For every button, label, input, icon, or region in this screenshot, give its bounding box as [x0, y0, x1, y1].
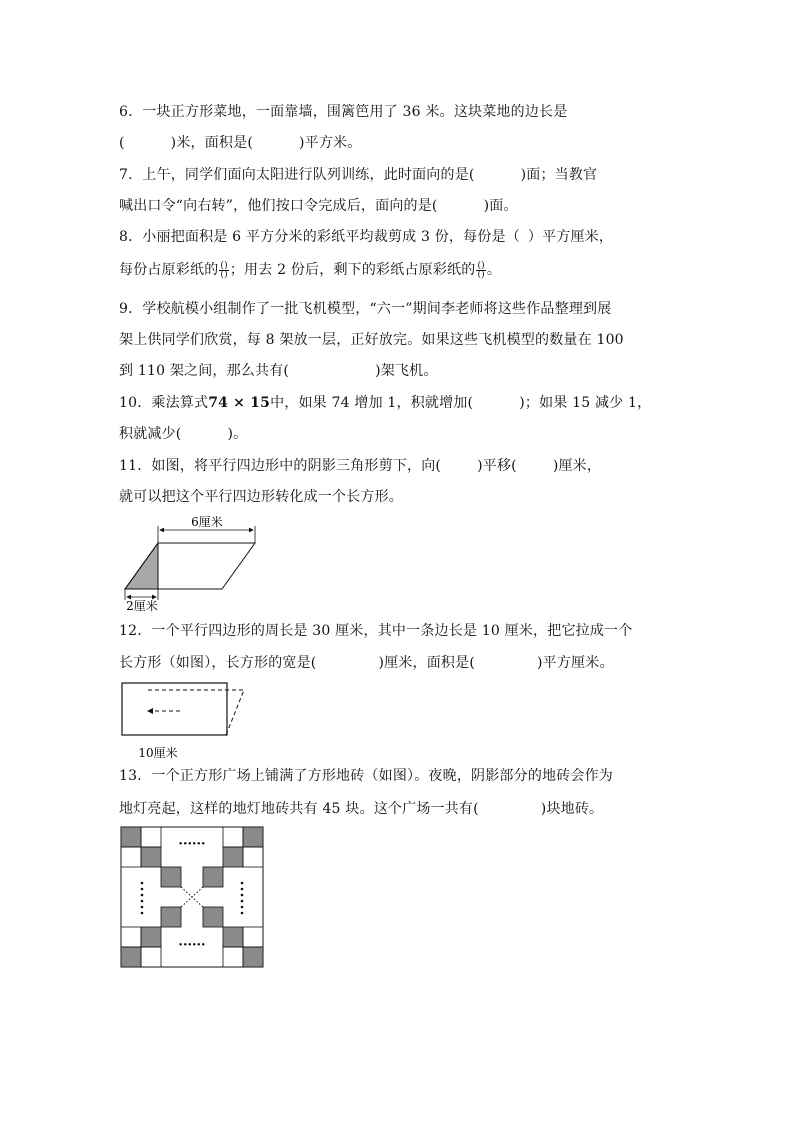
- q7-line1: 7．上午，同学们面向太阳进行队列训练，此时面向的是( )面；当教官: [119, 167, 598, 183]
- q12-line1: 12．一个平行四边形的周长是 30 厘米，其中一条边长是 10 厘米，把它拉成一个: [119, 623, 633, 639]
- q10-expression: 74 × 15: [208, 395, 271, 411]
- q13-square-plaza-figure: [118, 825, 268, 971]
- q13-shaded-tile: [121, 947, 141, 967]
- q13-shaded-tile: [141, 927, 161, 947]
- q12-bottom-label: 10厘米: [138, 746, 178, 760]
- q12-line2: 长方形（如图），长方形的宽是( )厘米，面积是( )平方厘米。: [119, 655, 614, 671]
- q7-line2: 喊出口令“向右转”，他们按口令完成后，面向的是( )面。: [119, 198, 518, 214]
- q6-line1: 6．一块正方形菜地，一面靠墙，围篱笆用了 36 米。这块菜地的边长是: [119, 104, 568, 120]
- q11-line1: 11．如图，将平行四边形中的阴影三角形剪下，向( )平移( )厘米，: [119, 458, 602, 474]
- q12-rectangle-figure: [118, 678, 248, 762]
- q13-shaded-tile: [161, 907, 181, 927]
- q9-line2: 架上供同学们欣赏，每 8 架放一层，正好放完。如果这些飞机模型的数量在 100: [119, 332, 624, 348]
- q8-fraction-blank-2[interactable]: $\frac{()}{()}$: [477, 260, 485, 280]
- q13-shaded-tile: [223, 847, 243, 867]
- q13-shaded-tile: [161, 867, 181, 887]
- q10-line1: 10．乘法算式74 × 15中，如果 74 增加 1，积就增加( )；如果 15 减少 1，: [119, 395, 652, 411]
- q13-shaded-tile: [121, 827, 141, 847]
- q9-line3: 到 110 架之间，那么共有( )架飞机。: [119, 363, 438, 379]
- q13-shaded-tile: [243, 947, 263, 967]
- q13-shaded-tile: [141, 847, 161, 867]
- q11-line2: 就可以把这个平行四边形转化成一个长方形。: [119, 489, 403, 505]
- q13-line1: 13．一个正方形广场上铺满了方形地砖（如图）。夜晚，阴影部分的地砖会作为: [119, 768, 614, 784]
- q13-bottom-ellipsis: ······: [178, 938, 206, 953]
- q6-line2: ( )米，面积是( )平方米。: [119, 135, 362, 151]
- q12-dashed-parallelogram: [122, 690, 244, 735]
- q13-line2: 地灯亮起，这样的地灯地砖共有 45 块。这个广场一共有( )块地砖。: [119, 801, 604, 817]
- q10-line2: 积就减少( )。: [119, 426, 248, 442]
- q13-shaded-tile: [203, 867, 223, 887]
- q11-parallelogram-figure: [118, 512, 268, 614]
- q13-top-ellipsis: ······: [178, 837, 206, 852]
- q13-shaded-tile: [203, 907, 223, 927]
- q11-top-label: 6厘米: [191, 515, 223, 529]
- q11-bottom-label: 2厘米: [126, 599, 158, 613]
- q8-line1: 8．小丽把面积是 6 平方分米的彩纸平均裁剪成 3 份，每份是（ ）平方厘米，: [119, 229, 614, 245]
- q8-line2: 每份占原彩纸的 $\frac{()}{()}$ ；用去 2 份后，剩下的彩纸占原彩纸的 $\frac{()}{()}$ 。: [119, 260, 502, 280]
- q9-line1: 9．学校航模小组制作了一批飞机模型，“六一”期间李老师将这些作品整理到展: [119, 301, 612, 317]
- q13-shaded-tile: [243, 827, 263, 847]
- q8-fraction-blank-1[interactable]: $\frac{()}{()}$: [220, 260, 228, 280]
- q13-shaded-tile: [223, 927, 243, 947]
- q12-rectangle: [122, 683, 227, 735]
